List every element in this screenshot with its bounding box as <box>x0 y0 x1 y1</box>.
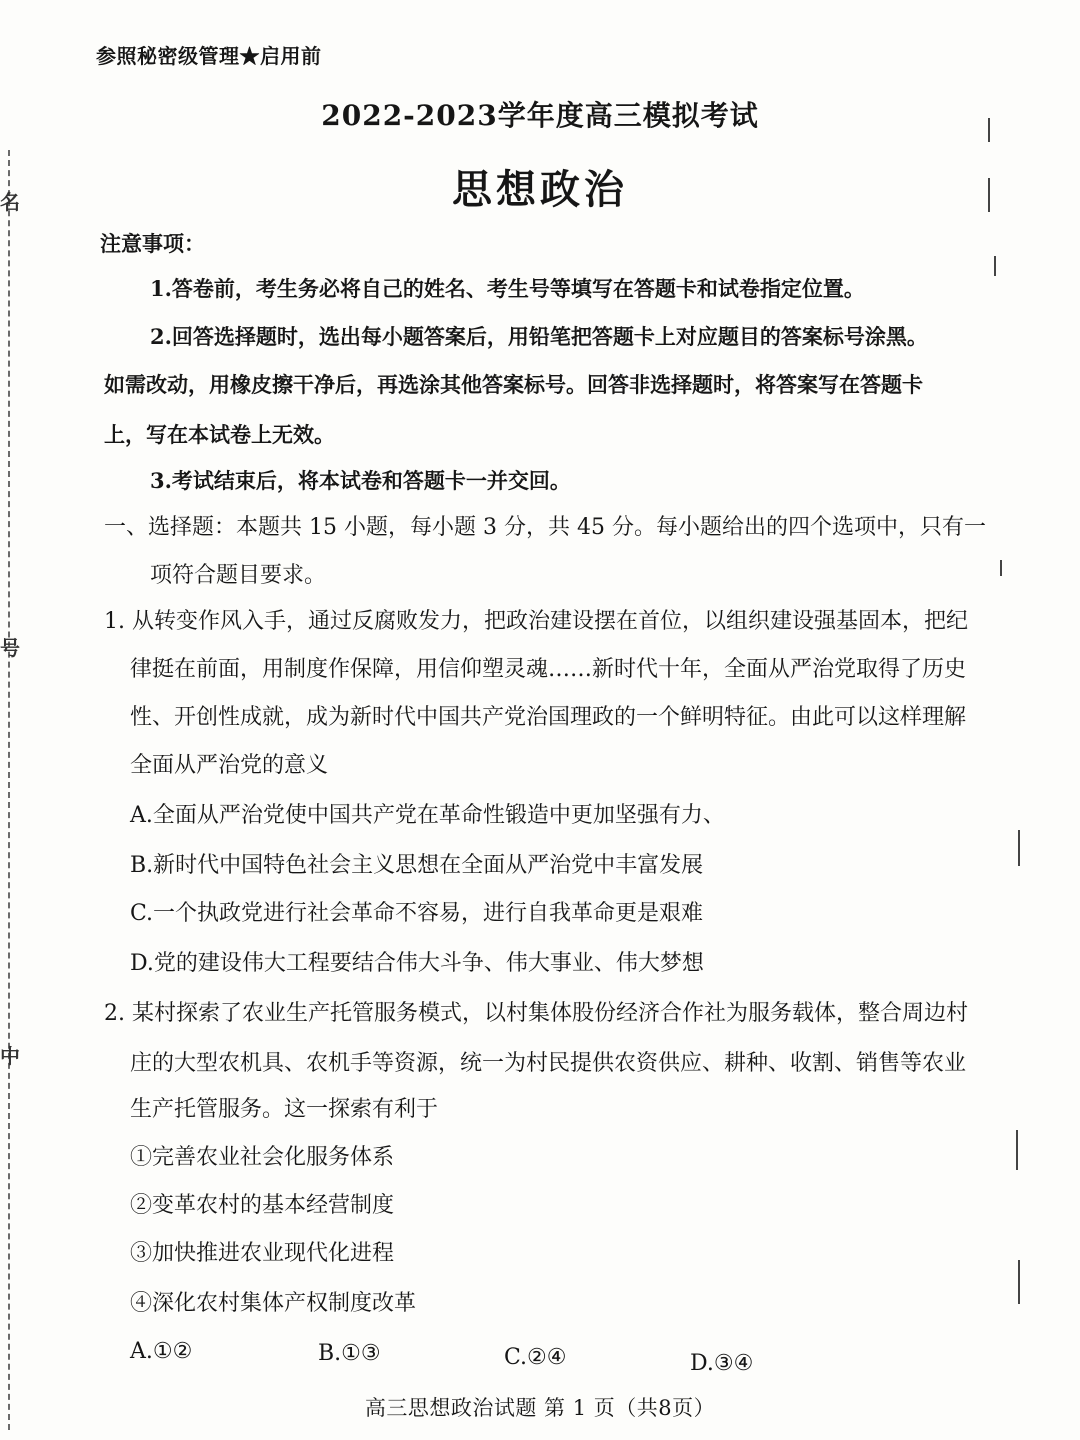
q2-option-a: A.①② <box>130 1339 193 1364</box>
q1-stem-line-2: 律挺在前面，用制度作保障，用信仰塑灵魂……新时代十年，全面从严治党取得了历史 <box>130 657 967 682</box>
binding-label-bottom: 中 <box>0 1044 20 1068</box>
q2-stem-line-3: 生产托管服务。这一探索有利于 <box>130 1097 439 1122</box>
q1-option-d: D.党的建设伟大工程要结合伟大斗争、伟大事业、伟大梦想 <box>130 951 704 976</box>
subject-title: 思想政治 <box>452 166 628 213</box>
q2-stem-line-1: 2. 某村探索了农业生产托管服务模式，以村集体股份经济合作社为服务载体，整合周边村 <box>104 1001 968 1026</box>
notice-item-2-line-2: 如需改动，用橡皮擦干净后，再选涂其他答案标号。回答非选择题时，将答案写在答题卡 <box>104 372 923 397</box>
q2-item-1: ①完善农业社会化服务体系 <box>130 1145 395 1170</box>
notice-heading: 注意事项： <box>100 231 205 256</box>
section-heading-line-1: 一、选择题：本题共 15 小题，每小题 3 分，共 45 分。每小题给出的四个选项中，只有一 <box>104 515 986 540</box>
confidential-notice: 参照秘密级管理★启用前 <box>96 44 322 68</box>
exam-title: 2022-2023学年度高三模拟考试 <box>321 99 759 132</box>
q1-stem-line-1: 1. 从转变作风入手，通过反腐败发力，把政治建设摆在首位，以组织建设强基固本，把纪 <box>104 609 968 634</box>
binding-dashed-line <box>8 150 10 1430</box>
q1-option-a: A.全面从严治党使中国共产党在革命性锻造中更加坚强有力、 <box>130 803 725 828</box>
q2-stem-line-2: 庄的大型农机具、农机手等资源，统一为村民提供农资供应、耕种、收割、销售等农业 <box>130 1051 967 1076</box>
scan-mark <box>994 256 996 276</box>
scan-mark <box>1018 1260 1020 1304</box>
q2-option-d: D.③④ <box>690 1351 754 1376</box>
scan-mark <box>1018 830 1020 866</box>
binding-label-top: 名 <box>0 190 20 214</box>
scan-mark <box>1000 560 1002 576</box>
q1-option-b: B.新时代中国特色社会主义思想在全面从严治党中丰富发展 <box>130 853 704 878</box>
scan-mark <box>1016 1130 1018 1170</box>
q2-option-c: C.②④ <box>504 1345 567 1370</box>
q1-option-c: C.一个执政党进行社会革命不容易，进行自我革命更是艰难 <box>130 901 704 926</box>
section-heading-line-2: 项符合题目要求。 <box>150 563 327 588</box>
q2-item-3: ③加快推进农业现代化进程 <box>130 1241 395 1266</box>
notice-item-3: 3.考试结束后，将本试卷和答题卡一并交回。 <box>150 468 571 493</box>
notice-item-2-line-1: 2.回答选择题时，选出每小题答案后，用铅笔把答题卡上对应题目的答案标号涂黑。 <box>150 324 928 349</box>
notice-item-2-line-3: 上，写在本试卷上无效。 <box>104 422 335 447</box>
q2-option-b: B.①③ <box>318 1341 381 1366</box>
q2-item-2: ②变革农村的基本经营制度 <box>130 1193 395 1218</box>
binding-label-mid: 号 <box>0 636 20 660</box>
page-footer: 高三思想政治试题 第 1 页（共8页） <box>364 1396 716 1420</box>
q1-stem-line-3: 性、开创性成就，成为新时代中国共产党治国理政的一个鲜明特征。由此可以这样理解 <box>130 705 967 730</box>
q1-stem-line-4: 全面从严治党的意义 <box>130 753 329 778</box>
q2-item-4: ④深化农村集体产权制度改革 <box>130 1291 417 1316</box>
notice-item-1: 1.答卷前，考生务必将自己的姓名、考生号等填写在答题卡和试卷指定位置。 <box>150 276 865 301</box>
